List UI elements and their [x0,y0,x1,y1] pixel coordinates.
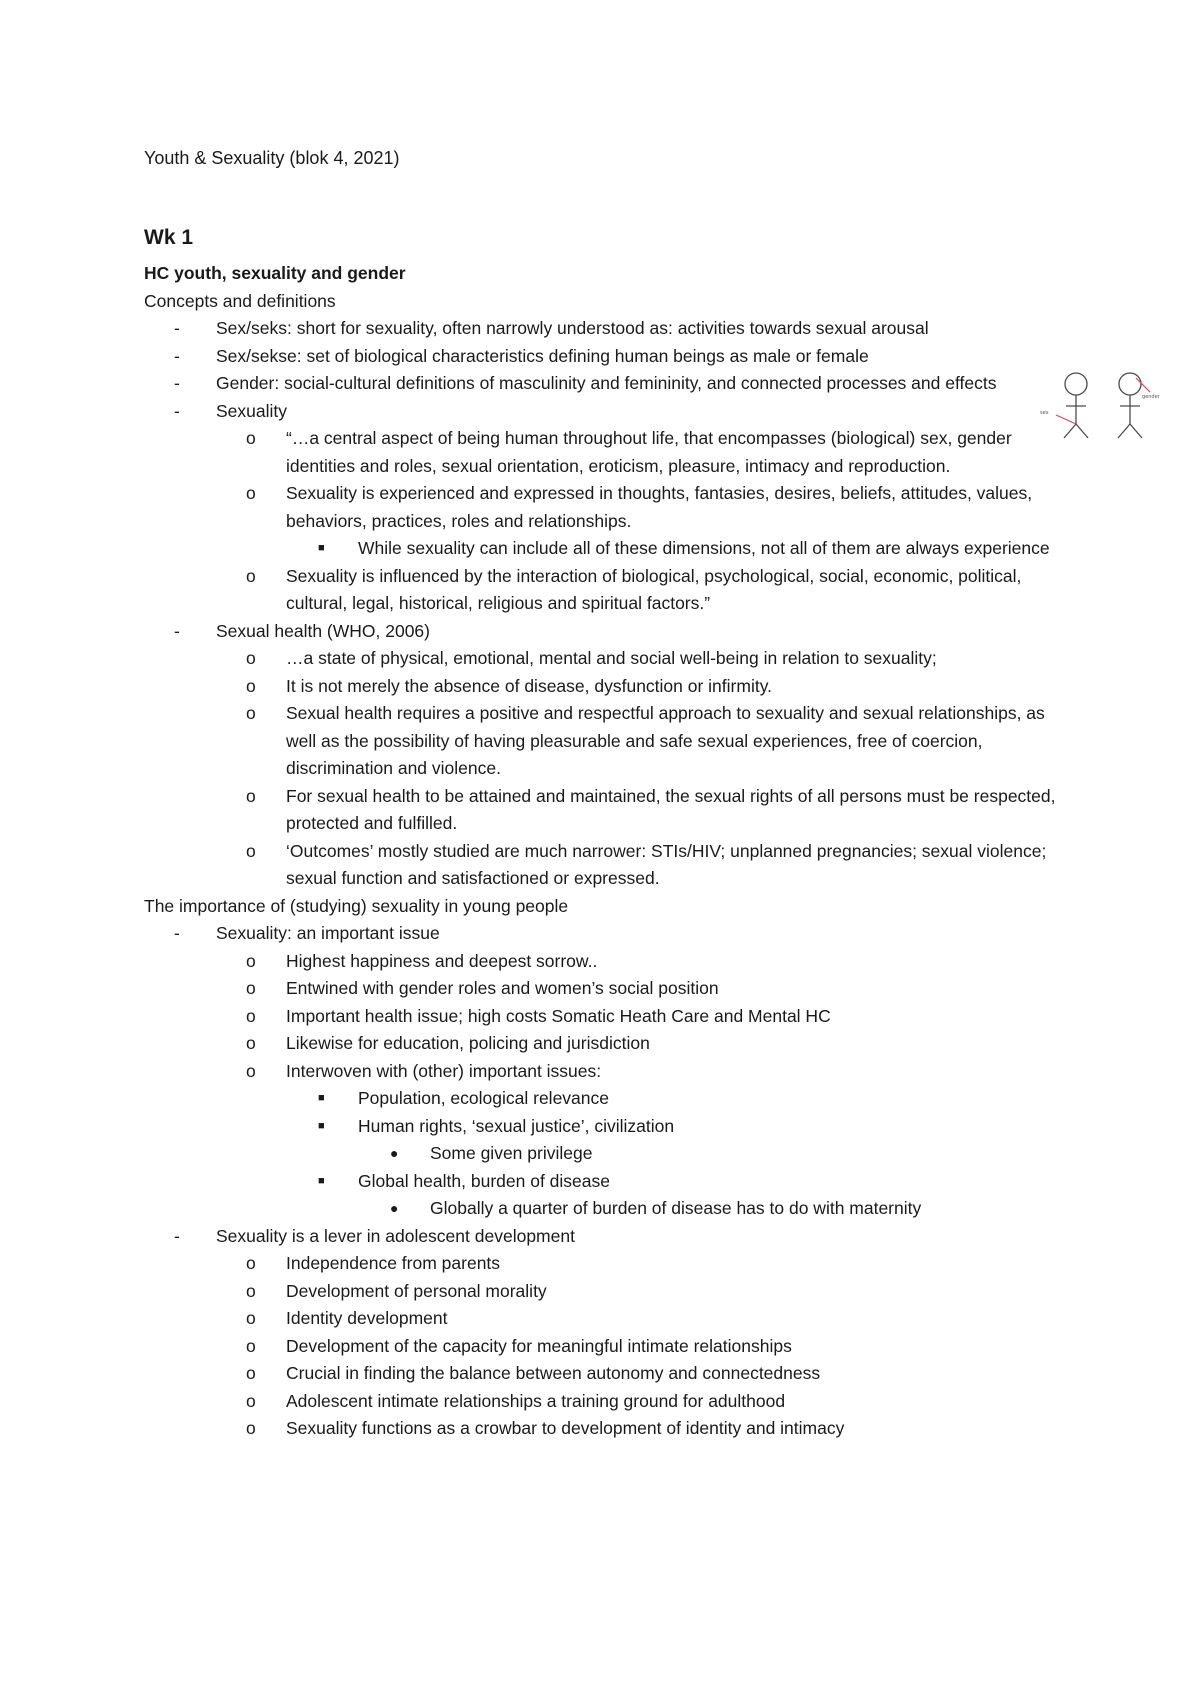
list-item [144,1085,1074,1113]
list-bullet: o [246,1363,256,1383]
list-item-text: While sexuality can include all of these dimensions, not all of them are always experience [358,538,1050,558]
list-item [144,398,1074,426]
list-bullet: o [246,1335,256,1356]
list-bullet: ● [390,1145,399,1161]
list-item [144,563,1074,618]
list-bullet: o [246,1060,256,1081]
list-item [144,1113,1074,1141]
list-item-text: Population, ecological relevance [358,1088,609,1108]
list-item [144,1415,1074,1443]
list-bullet: o [246,785,256,806]
list-item [144,948,1074,976]
list-bullet: o [246,1005,256,1026]
list-item [144,288,1074,316]
list-item [144,343,1074,371]
list-bullet: o [246,950,256,971]
list-bullet: o [246,1308,256,1328]
list-bullet: o [246,565,256,586]
list-bullet: o [246,1418,256,1438]
list-item [144,975,1074,1003]
list-item-text: Interwoven with (other) important issues: [286,1060,602,1081]
list-bullet: o [246,978,256,998]
figure-head [1065,373,1087,395]
list-item-text: For sexual health to be attained and maintained, the sexual rights of all persons must be respected, protected and fulfilled. [286,785,1056,833]
list-item-text: Sexuality is experienced and expressed in thoughts, fantasies, desires, beliefs, attitudes, values, behaviors, practices, roles and relationships. [286,483,1033,531]
list-item-text: Sexuality is influenced by the interaction of biological, psychological, social, economic, political, cultural, legal, historical, religious and spiritual factors.” [286,565,1022,613]
list-item [144,1223,1074,1251]
list-item-text: ‘Outcomes’ mostly studied are much narrower: STIs/HIV; unplanned pregnancies; sexual violence; sexual function and satisfactioned or expressed. [286,840,1047,888]
gender-label: gender [1142,394,1160,400]
list-item-text: Sex/seks: short for sexuality, often narrowly understood as: activities towards sexual arousal [216,318,929,338]
list-item-text: Entwined with gender roles and women’s social position [286,978,719,998]
list-item-text: Adolescent intimate relationships a training ground for adulthood [286,1390,786,1411]
list-bullet: o [246,428,256,448]
list-item [144,1030,1074,1058]
list-item-text: Human rights, ‘sexual justice’, civilization [358,1115,675,1136]
list-bullet: - [174,318,180,338]
figure-leg-left [1118,424,1130,438]
list-item-text: Development of personal morality [286,1280,547,1301]
sex-gender-stick-figures [1036,368,1160,448]
list-bullet: o [246,483,256,503]
list-bullet: o [246,648,256,668]
list-bullet: o [246,1390,256,1411]
list-bullet: - [174,345,180,366]
figure-leg-right [1130,424,1142,438]
list-item [144,1305,1074,1333]
figure-leg-right [1076,424,1088,438]
list-bullet: o [246,675,256,696]
list-item-text: Important health issue; high costs Somatic Heath Care and Mental HC [286,1005,831,1026]
list-bullet: ■ [318,1174,325,1187]
list-item [144,315,1074,343]
list-item [144,673,1074,701]
section-subheading: HC youth, sexuality and gender [144,263,406,283]
list-item-text: Crucial in finding the balance between autonomy and connectedness [286,1363,821,1383]
week-heading: Wk 1 [144,226,194,249]
list-item [144,920,1074,948]
list-item-text: Global health, burden of disease [358,1170,610,1191]
gender-arrow [1136,378,1150,392]
list-bullet: ■ [318,1119,325,1132]
list-item-text: …a state of physical, emotional, mental and social well-being in relation to sexuality; [286,648,937,668]
list-item-text: Sexuality functions as a crowbar to development of identity and intimacy [286,1418,845,1438]
list-item-text: Globally a quarter of burden of disease has to do with maternity [430,1198,922,1218]
list-item [144,1360,1074,1388]
sex-label: sex [1040,410,1049,416]
list-item [144,838,1074,893]
figure-head [1119,373,1141,395]
list-item [144,1140,1074,1168]
notes-body [144,260,1074,1443]
list-item [144,480,1074,535]
list-bullet: o [246,840,256,861]
list-item-text: Sexuality [216,400,288,421]
list-bullet: - [174,620,180,641]
list-item [144,1195,1074,1223]
list-bullet: o [246,703,256,723]
list-bullet: o [246,1033,256,1053]
list-item-text: Likewise for education, policing and jurisdiction [286,1033,650,1053]
list-item-text: Sex/sekse: set of biological characteristics defining human beings as male or female [216,345,869,366]
list-item-text: Concepts and definitions [144,290,336,311]
document-title: Youth & Sexuality (blok 4, 2021) [144,148,400,168]
list-item [144,1333,1074,1361]
list-item-text: Sexual health requires a positive and respectful approach to sexuality and sexual relationships, as well as the possibility of having pleasurable and safe sexual experiences, free of coercion, discrimination and violence. [286,703,1045,778]
list-item [144,1058,1074,1086]
list-item-text: Gender: social-cultural definitions of masculinity and femininity, and connected processes and effects [216,373,997,393]
list-item-text: Sexuality: an important issue [216,923,440,943]
list-item [144,1388,1074,1416]
list-bullet: o [246,1253,256,1273]
list-bullet: - [174,400,180,421]
list-item [144,645,1074,673]
list-item-text: Sexual health (WHO, 2006) [216,620,430,641]
list-bullet: - [174,373,180,393]
list-bullet: ■ [318,542,325,554]
list-bullet: o [246,1280,256,1301]
list-bullet: ● [390,1200,399,1216]
list-item [144,425,1074,480]
list-item-text: Some given privilege [430,1143,593,1163]
stick-figure-gender [1118,373,1161,438]
list-item [144,618,1074,646]
list-item-text: It is not merely the absence of disease, dysfunction or infirmity. [286,675,773,696]
list-item-text: “…a central aspect of being human throughout life, that encompasses (biological) sex, gender identities and roles, sexual orientation, eroticism, pleasure, intimacy and reproduction. [286,428,1012,476]
stick-figure-sex [1040,373,1088,438]
list-item-text: Development of the capacity for meaningful intimate relationships [286,1335,792,1356]
list-item [144,700,1074,783]
figure-leg-left [1064,424,1076,438]
list-item-text: Independence from parents [286,1253,501,1273]
list-item-text: Identity development [286,1308,448,1328]
list-bullet: ■ [318,1092,325,1104]
list-item-text: The importance of (studying) sexuality in young people [144,895,569,916]
list-item-text: Sexuality is a lever in adolescent development [216,1225,575,1246]
list-item [144,1003,1074,1031]
list-item [144,535,1074,563]
list-item [144,1278,1074,1306]
list-item [144,783,1074,838]
list-item [144,893,1074,921]
list-item [144,370,1074,398]
sex-arrow [1056,415,1076,424]
list-bullet: - [174,1225,180,1246]
list-item [144,1250,1074,1278]
list-item [144,1168,1074,1196]
list-item-text: Highest happiness and deepest sorrow.. [286,950,598,971]
list-bullet: - [174,923,180,943]
